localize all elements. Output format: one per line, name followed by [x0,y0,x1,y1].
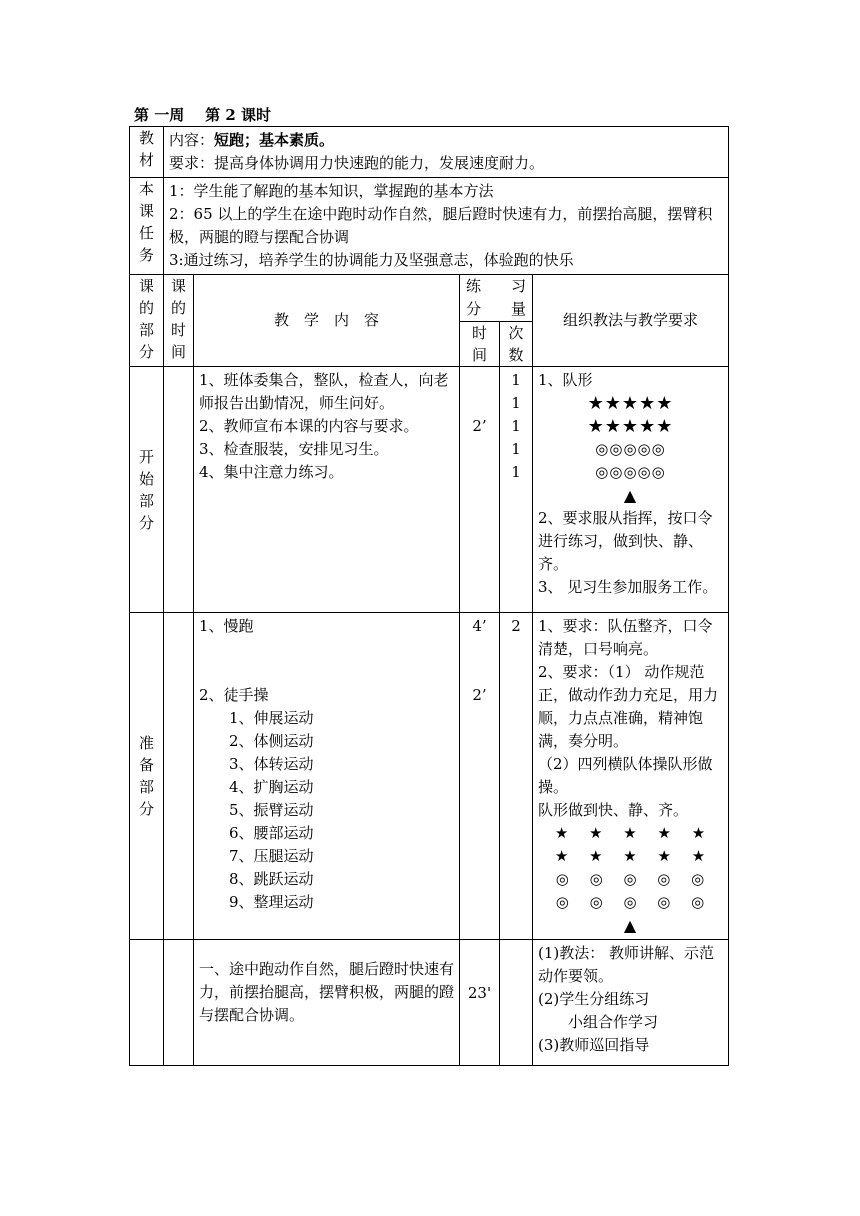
main-content: 一、途中跑动作自然，腿后蹬时快速有力，前摆抬腿高，摆臂积极，两腿的蹬与摆配合协调。 [194,940,460,1066]
exercise-item: 1、伸展运动 [229,709,314,727]
material-content: 内容：短跑；基本素质。 要求：提高身体协调用力快速跑的能力，发展速度耐力。 [164,127,729,178]
formation-row-circles: ◎◎◎◎◎ [595,463,666,481]
start-time-cell [164,367,194,613]
prep-method [533,613,729,940]
exercise-item: 3、体转运动 [229,755,314,773]
jog-item: 1、慢跑 [199,617,254,635]
prep-section-row [130,613,729,940]
start-load-count: 1 1 1 1 1 [500,367,533,613]
method-note: 3、 见习生参加服务工作。 [538,578,718,596]
material-row [130,127,729,178]
formation-title: 1、队形 [538,371,593,389]
main-load-time: 23' [460,940,500,1066]
prep-part-label: 准 备 部 分 [130,613,164,940]
lesson-label: 第 2 课时 [205,106,272,124]
exercise-item: 7、压腿运动 [229,847,314,865]
lesson-heading [134,104,271,125]
formation-row-stars: ★ ★ ★ ★ ★ [554,824,707,842]
formation-row-stars: ★★★★★ [587,416,674,437]
formation-row-circles: ◎ ◎ ◎ ◎ ◎ [555,870,706,888]
prep-content [194,613,460,940]
start-item: 1、班体委集合，整队，检查人，向老师报告出勤情况，师生问好。 [199,371,449,412]
method-note: 2、要求服从指挥，按口令进行练习，做到快、静、齐。 [538,509,713,573]
tasks-row [130,178,729,275]
main-method [533,940,729,1066]
teacher-triangle-icon: ▲ [623,916,638,935]
header-method: 组织教法与教学要求 [533,275,729,367]
formation-row-stars: ★ ★ ★ ★ ★ [554,847,707,865]
exercise-item: 2、体侧运动 [229,732,314,750]
exercise-item: 6、腰部运动 [229,824,314,842]
method-note: 1、要求：队伍整齐，口令清楚，口号响亮。 [538,617,713,658]
method-note: 2、要求：（1） 动作规范正，做动作劲力充足，用力顺，力点点准确，精神饱满，奏分明。 [538,663,719,750]
method-note: (3)教师巡回指导 [538,1036,650,1054]
method-note: （2）四列横队体操队形做操。 [538,755,713,796]
column-header-row [130,275,729,322]
formation-row-circles: ◎◎◎◎◎ [595,440,666,458]
task-item: 2：65 以上的学生在途中跑时动作自然，腿后蹬时快速有力，前摆抬高腿，摆臂积极，两腿的瞪与摆配合协调 [169,205,713,246]
week-label: 第 一周 [134,106,185,124]
tasks-content [164,178,729,275]
main-part-label [130,940,164,1066]
start-content [194,367,460,613]
start-section-row [130,367,729,613]
start-part-label: 开 始 部 分 [130,367,164,613]
start-load-time: 2’ [460,367,500,613]
method-note: (1)教法： 教师讲解、示范动作要领。 [538,944,715,985]
teacher-triangle-icon: ▲ [623,486,638,505]
task-item: 3:通过练习，培养学生的协调能力及坚强意志，体验跑的快乐 [169,251,574,269]
exercise-item: 4、扩胸运动 [229,778,314,796]
main-time-cell [164,940,194,1066]
material-label: 教 材 [130,127,164,178]
tasks-label: 本 课 任 务 [130,178,164,275]
main-section-row [130,940,729,1066]
header-content: 教 学 内 容 [194,275,460,367]
exercise-item: 8、跳跃运动 [229,870,314,888]
main-load-count [500,940,533,1066]
material-requirement: 要求：提高身体协调用力快速跑的能力，发展速度耐力。 [169,154,545,172]
start-item: 3、检查服装，安排见习生。 [199,440,389,458]
header-time: 课 的 时 间 [164,275,194,367]
formation-row-circles: ◎ ◎ ◎ ◎ ◎ [555,893,706,911]
exercise-item: 5、振臂运动 [229,801,314,819]
material-topic: 短跑；基本素质。 [214,131,335,149]
start-item: 4、集中注意力练习。 [199,463,344,481]
header-part: 课 的 部 分 [130,275,164,367]
prep-time-cell [164,613,194,940]
method-note: 小组合作学习 [568,1013,659,1031]
header-load-time: 时 间 [460,322,500,367]
exercise-title: 2、徒手操 [199,686,269,704]
method-note: 队形做到快、静、齐。 [538,801,689,819]
formation-row-stars: ★★★★★ [587,393,674,414]
start-item: 2、教师宣布本课的内容与要求。 [199,417,419,435]
header-load: 练 习 分 量 [460,275,533,322]
method-note: (2)学生分组练习 [538,990,650,1008]
task-item: 1：学生能了解跑的基本知识，掌握跑的基本方法 [169,182,494,200]
exercise-item: 9、整理运动 [229,893,314,911]
header-load-count: 次 数 [500,322,533,367]
lesson-plan-table [129,126,729,1066]
prep-load-time: 4’ 2’ [460,613,500,940]
start-method [533,367,729,613]
prep-load-count: 2 [500,613,533,940]
